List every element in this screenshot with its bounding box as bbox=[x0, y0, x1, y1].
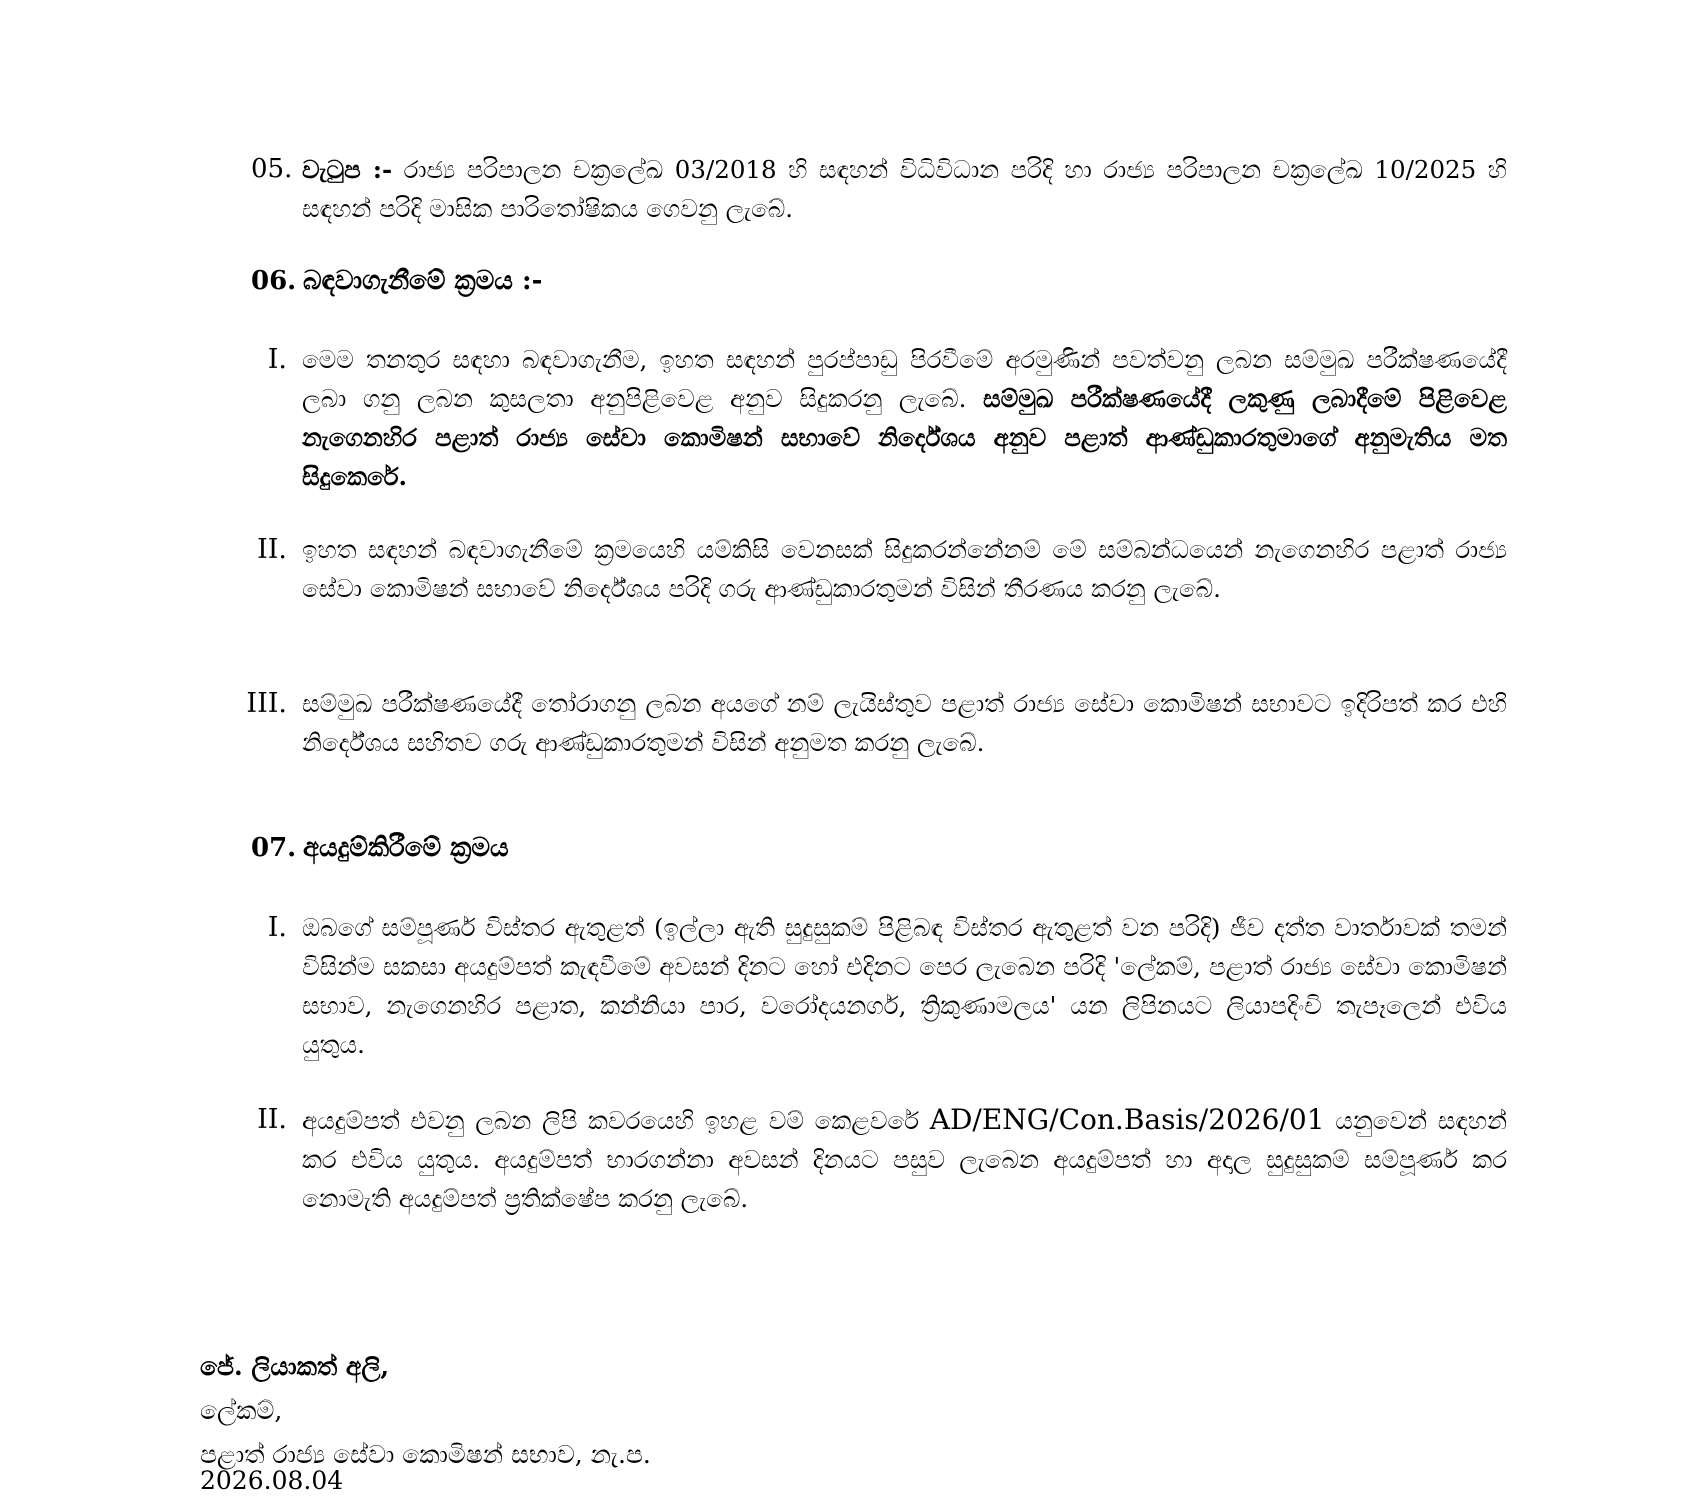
s07-item-2-number: II. bbox=[257, 1104, 287, 1135]
s07-item-1-text: ඔබගේ සම්පූර්ණ විස්තර ඇතුළත් (ඉල්ලා ඇති සුදුසුකම් පිළිබඳ විස්තර ඇතුළත් වන පරිදි) ජීව දත්ත වාර්තාවක් තමන් විසින්ම සකසා අයදුම්පත් කැඳවීමේ අවසන් දිනට හෝ එදිනට පෙර ලැබෙන පරිදි 'ලේකම්, පළාත් රාජ්‍ය සේවා කොමිෂන් සභාව, නැගෙනහිර පළාත, කන්නියා පාර, වරෝදයනගර්, ත්‍රිකුණාමලය' යන ලිපිනයට ලියාපදිංචි තැපෑලෙන් එවිය යුතුය. bbox=[302, 913, 1507, 1059]
section-05-paragraph bbox=[302, 150, 1507, 228]
application-reference-code: AD/ENG/Con.Basis/2026/01 bbox=[929, 1103, 1325, 1136]
section-06-heading bbox=[251, 262, 542, 300]
s07-item-2-text-a: අයදුම්පත් එවනු ලබන ලිපි කවරයෙහි ඉහළ වම් කෙළවරේ bbox=[302, 1106, 920, 1135]
s06-item-2-number: II. bbox=[257, 534, 287, 565]
section-05-number: 05. bbox=[251, 154, 293, 184]
s06-item-1-number: I. bbox=[267, 344, 287, 375]
s06-item-3-text: සම්මුඛ පරීක්ෂණයේදී තෝරාගනු ලබන අයගේ නම් ලැයිස්තුව පළාත් රාජ්‍ය සේවා කොමිෂන් සභාවට ඉදිරිපත් කර එහි නිර්දේශය සහිතව ගරු ආණ්ඩුකාරතුමන් විසින් අනුමත කරනු ලැබේ. bbox=[302, 689, 1507, 757]
signatory-title: ලේකම්, bbox=[200, 1396, 283, 1425]
section-07-title: අයදුම්කිරීමේ ක්‍රමය bbox=[303, 833, 509, 863]
section-06-number: 06. bbox=[251, 266, 297, 296]
s07-item-2-paragraph bbox=[302, 1100, 1507, 1218]
signatory-office: පළාත් රාජ්‍ය සේවා කොමිෂන් සභාව, නැ.ප. bbox=[200, 1440, 651, 1469]
s06-item-1-text: මෙම තනතුර සඳහා බඳවාගැනීම, ඉහත සඳහන් පුරප්පාඩු පිරවීමේ අරමුණින් පවත්වනු ලබන සම්මුඛ පරීක්ෂණයේදී ලබා ගනු ලබන කුසලතා අනුපිළිවෙළ අනුව සිදුකරනු ලැබේ. bbox=[302, 345, 1507, 413]
s06-item-2-text: ඉහත සඳහන් බඳවාගැනීමේ ක්‍රමයෙහි යම්කිසි වෙනසක් සිදුකරන්නේනම් මේ සම්බන්ධයෙන් නැගෙනහිර පළාත් රාජ්‍ය සේවා කොමිෂන් සභාවේ නිර්දේශය පරිදි ගරු ආණ්ඩුකාරතුමන් විසින් තීරණය කරනු ලැබේ. bbox=[302, 535, 1507, 603]
s06-item-3-number: III. bbox=[246, 688, 287, 719]
signatory-name: ජේ. ලියාකත් අලි, bbox=[200, 1352, 390, 1381]
s06-item-1-bold-text: සම්මුඛ පරීක්ෂණයේදී ලකුණු ලබාදීමේ පිළිවෙළ නැගෙනහිර පළාත් රාජ්‍ය සේවා කොමිෂන් සභාවේ නිර්දේශය අනුව පළාත් ආණ්ඩුකාරතුමාගේ අනුමැතිය මත සිදුකෙරේ. bbox=[302, 384, 1507, 491]
s07-item-1-number: I. bbox=[267, 912, 287, 943]
section-07-heading bbox=[251, 829, 509, 867]
section-06-title: බඳවාගැනීමේ ක්‍රමය :- bbox=[303, 266, 543, 296]
document-date: 2026.08.04 bbox=[200, 1466, 344, 1495]
s06-item-1-paragraph bbox=[302, 340, 1507, 496]
section-05-label: වැටුප :- bbox=[302, 155, 393, 184]
s07-item-2-text-b: යනුවෙන් සඳහන් කර එවිය යුතුය. අයදුම්පත් භාරගන්නා අවසන් දිනයට පසුව ලැබෙන අයදුම්පත් හා අදාල සුදුසුකම් සම්පූර්ණ කර නොමැති අයදුම්පත් ප්‍රතික්ෂේප කරනු ලැබේ. bbox=[302, 1106, 1507, 1213]
section-05-text: රාජ්‍ය පරිපාලන චක්‍රලේඛ 03/2018 හි සඳහන් විධිවිධාන පරිදි හා රාජ්‍ය පරිපාලන චක්‍රලේඛ 10/2025 හි සඳහන් පරිදි මාසික පාරිතෝෂිකය ගෙවනු ලැබේ. bbox=[302, 155, 1507, 223]
section-07-number: 07. bbox=[251, 833, 297, 863]
